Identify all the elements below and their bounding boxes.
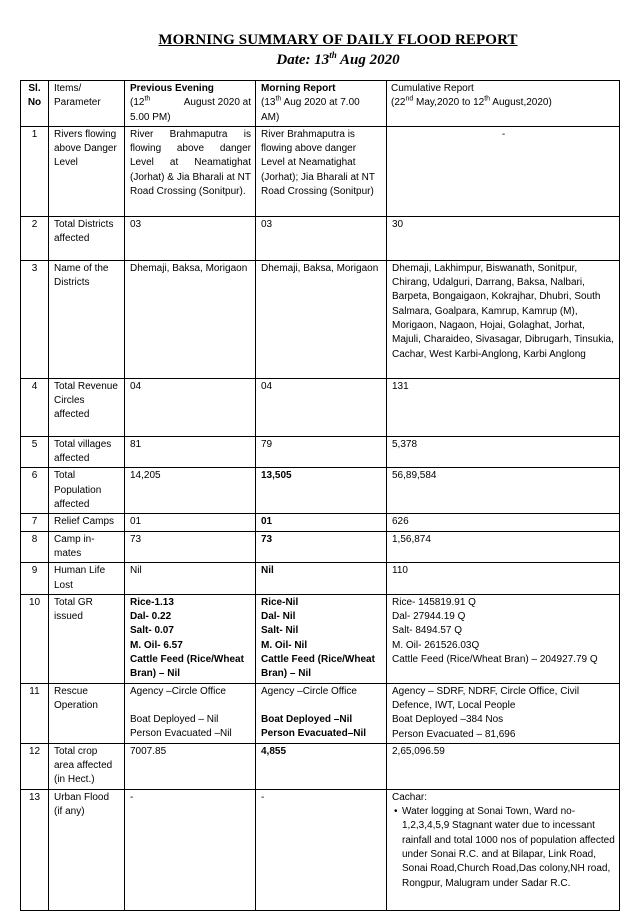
flood-report-table: [20, 80, 620, 911]
row-morning: Nil: [256, 563, 387, 595]
row-item: Total GR issued: [49, 594, 125, 683]
row-previous: -: [125, 789, 256, 910]
table-row: [21, 743, 620, 789]
table-row: [21, 789, 620, 910]
row-cumulative: Cachar: • Water logging at Sonai Town, Ward no-1,2,3,4,5,9 Stagnant water due to incessant rainfall and total 1000 nos of population affected under Sonai R.C. and at Bilapar, Link Road, Sonai Road,Church Road,Das colony,NH road, Rongpur, Malugram under Sadar R.C.: [387, 789, 620, 910]
row-sl: 2: [21, 216, 49, 260]
row-sl: 11: [21, 683, 49, 743]
row-previous: 7007.85: [125, 743, 256, 789]
row-item: Camp in-mates: [49, 531, 125, 563]
row-previous: 73: [125, 531, 256, 563]
row-morning: 4,855: [256, 743, 387, 789]
table-row: [21, 514, 620, 531]
header-cumulative-report: Cumulative Report (22nd May,2020 to 12th August,2020): [387, 81, 620, 127]
row-morning: 79: [256, 436, 387, 468]
row-previous: Dhemaji, Baksa, Morigaon: [125, 260, 256, 378]
row-item: Total Districts affected: [49, 216, 125, 260]
row-previous: 03: [125, 216, 256, 260]
row-sl: 4: [21, 378, 49, 436]
row-cumulative: 131: [387, 378, 620, 436]
row-morning: 73: [256, 531, 387, 563]
row-item: Rescue Operation: [49, 683, 125, 743]
row-morning: River Brahmaputra is flowing above danger Level at Neamatighat (Jorhat); Jia Bharali at NT Road Crossing (Sonitpur): [256, 126, 387, 216]
table-header-row: [21, 81, 620, 127]
header-morning-report: Morning Report (13th Aug 2020 at 7.00 AM): [256, 81, 387, 127]
row-morning: 13,505: [256, 468, 387, 514]
row-sl: 9: [21, 563, 49, 595]
row-morning: -: [256, 789, 387, 910]
row-sl: 1: [21, 126, 49, 216]
row-sl: 12: [21, 743, 49, 789]
row-cumulative: 110: [387, 563, 620, 595]
table-row: [21, 216, 620, 260]
row-item: Total crop area affected (in Hect.): [49, 743, 125, 789]
row-morning: 03: [256, 216, 387, 260]
row-previous: 81: [125, 436, 256, 468]
row-morning: Rice-Nil Dal- Nil Salt- Nil M. Oil- Nil Cattle Feed (Rice/Wheat Bran) – Nil: [256, 594, 387, 683]
list-item: • Water logging at Sonai Town, Ward no-1,2,3,4,5,9 Stagnant water due to incessant rainfall and total 1000 nos of population affected under Sonai R.C. and at Bilapar, Link Road, Sonai Road,Church Road,Das colony,NH road, Rongpur, Malugram under Sadar R.C.: [402, 805, 615, 891]
row-sl: 6: [21, 468, 49, 514]
row-morning: 04: [256, 378, 387, 436]
row-morning: Agency –Circle Office Boat Deployed –Nil Person Evacuated–Nil: [256, 683, 387, 743]
row-previous: Rice-1.13 Dal- 0.22 Salt- 0.07 M. Oil- 6.57 Cattle Feed (Rice/Wheat Bran) – Nil: [125, 594, 256, 683]
row-morning: Dhemaji, Baksa, Morigaon: [256, 260, 387, 378]
row-sl: 13: [21, 789, 49, 910]
row-sl: 3: [21, 260, 49, 378]
row-sl: 5: [21, 436, 49, 468]
row-previous: Nil: [125, 563, 256, 595]
row-cumulative: Dhemaji, Lakhimpur, Biswanath, Sonitpur, Chirang, Udalguri, Darrang, Baksa, Nalbari, Barpeta, Bongaigaon, Kokrajhar, Dhubri, South Salmara, Goalpara, Kamrup, Kamrup (M), Morigaon, Nagaon, Hojai, Golaghat, Jorhat, Majuli, Charaideo, Sivasagar, Dibrugarh, Tinsukia, Cachar, West Karbi-Anglong, Karbi Anglong: [387, 260, 620, 378]
row-cumulative: 1,56,874: [387, 531, 620, 563]
row-item: Rivers flowing above Danger Level: [49, 126, 125, 216]
row-sl: 7: [21, 514, 49, 531]
row-sl: 10: [21, 594, 49, 683]
table-row: [21, 260, 620, 378]
row-cumulative: Agency – SDRF, NDRF, Circle Office, Civil Defence, IWT, Local People Boat Deployed –384 Nos Person Evacuated – 81,696: [387, 683, 620, 743]
header-item: Items/ Parameter: [49, 81, 125, 127]
report-date: Date: 13th Aug 2020: [276, 50, 400, 68]
table-row: [21, 563, 620, 595]
row-morning: 01: [256, 514, 387, 531]
table-row: [21, 594, 620, 683]
row-cumulative: 56,89,584: [387, 468, 620, 514]
table-row: [21, 531, 620, 563]
row-item: Relief Camps: [49, 514, 125, 531]
header-previous-evening: Previous Evening (12th August 2020 at 5.00 PM): [125, 81, 256, 127]
row-item: Name of the Districts: [49, 260, 125, 378]
row-cumulative: -: [387, 126, 620, 216]
row-item: Human Life Lost: [49, 563, 125, 595]
table-row: [21, 126, 620, 216]
row-previous: 01: [125, 514, 256, 531]
table-row: [21, 468, 620, 514]
row-previous: Agency –Circle Office Boat Deployed – Nil Person Evacuated –Nil: [125, 683, 256, 743]
row-sl: 8: [21, 531, 49, 563]
header-sl: Sl. No: [21, 81, 49, 127]
row-cumulative: 30: [387, 216, 620, 260]
row-cumulative: 2,65,096.59: [387, 743, 620, 789]
row-previous: River Brahmaputra is flowing above danger Level at Neamatighat (Jorhat) & Jia Bharali at NT Road Crossing (Sonitpur).: [125, 126, 256, 216]
row-item: Total Population affected: [49, 468, 125, 514]
row-item: Urban Flood (if any): [49, 789, 125, 910]
row-cumulative: Rice- 145819.91 Q Dal- 27944.19 Q Salt- 8494.57 Q M. Oil- 261526.03Q Cattle Feed (Rice/Wheat Bran) – 204927.79 Q: [387, 594, 620, 683]
row-item: Total Revenue Circles affected: [49, 378, 125, 436]
table-row: [21, 683, 620, 743]
table-row: [21, 436, 620, 468]
row-cumulative: 626: [387, 514, 620, 531]
row-cumulative: 5,378: [387, 436, 620, 468]
table-row: [21, 378, 620, 436]
row-previous: 04: [125, 378, 256, 436]
row-previous: 14,205: [125, 468, 256, 514]
report-title: MORNING SUMMARY OF DAILY FLOOD REPORT: [158, 32, 518, 48]
row-item: Total villages affected: [49, 436, 125, 468]
